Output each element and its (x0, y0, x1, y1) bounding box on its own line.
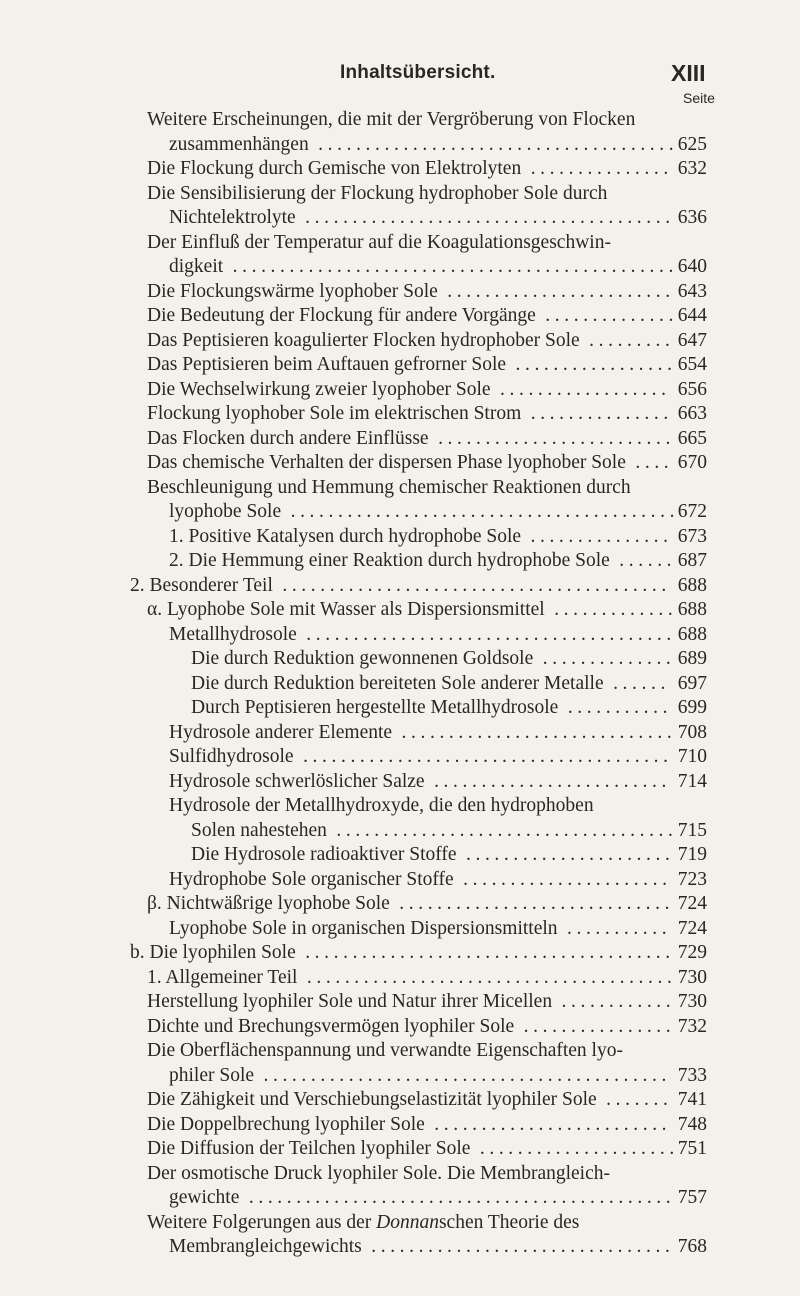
toc-line (0, 721, 800, 746)
toc-line (0, 990, 800, 1015)
toc-entry (0, 966, 800, 991)
toc-line (0, 1137, 800, 1162)
toc-entry-title: Solen nahestehen (191, 819, 327, 841)
toc-entry (0, 843, 800, 868)
toc-line (0, 917, 800, 942)
toc-page-number: 625 (677, 133, 707, 155)
toc-entry (0, 941, 800, 966)
toc-entry-title: Die durch Reduktion bereiteten Sole anderer Metalle (191, 672, 604, 694)
toc-line (0, 304, 800, 329)
toc-entry (0, 231, 800, 280)
toc-entry-title: Hydrosole anderer Elemente (169, 721, 393, 743)
toc-entry (0, 1039, 800, 1088)
toc-entry-title: Weitere Folgerungen aus der Donnanschen Theorie des (147, 1211, 580, 1233)
toc-line (0, 402, 800, 427)
toc-entry-title: Der osmotische Druck lyophiler Sole. Die Membrangleich- (147, 1162, 611, 1184)
toc-line (0, 427, 800, 452)
toc-line (0, 1113, 800, 1138)
toc-page-number: 729 (677, 942, 707, 963)
toc-page-number: 640 (677, 256, 707, 277)
toc-entry-title: Durch Peptisieren hergestellte Metallhydrosole (191, 697, 559, 718)
toc-leader-dots: .............. (533, 648, 676, 669)
toc-line (0, 525, 800, 550)
toc-page-number: 730 (677, 966, 707, 988)
toc-line (0, 280, 800, 305)
toc-entry-title: Hydrophobe Sole organischer Stoffe (169, 868, 454, 890)
toc-entry-title: Das Peptisieren koagulierter Flocken hydrophober Sole (147, 329, 580, 351)
toc-line (0, 1162, 800, 1187)
toc-leader-dots: ........... (557, 917, 672, 939)
toc-leader-dots: ....................................... (295, 207, 675, 228)
toc-leader-dots: ............... (521, 158, 673, 179)
toc-line (0, 329, 800, 354)
toc-entry (0, 892, 800, 917)
toc-entry (0, 868, 800, 893)
toc-line (0, 672, 800, 697)
seite-label: Seite (683, 90, 715, 106)
toc-leader-dots: ............................. (389, 893, 675, 914)
toc-leader-dots: ...................................... (308, 133, 679, 155)
toc-page-number: 741 (677, 1089, 707, 1110)
toc-entry (0, 1015, 800, 1040)
toc-entry-title: Sulfidhydrosole (169, 746, 294, 767)
toc-leader-dots: ......... (579, 329, 675, 351)
toc-line (0, 1064, 800, 1089)
toc-page-number: 768 (677, 1236, 707, 1257)
toc-entry (0, 647, 800, 672)
toc-page-number: 751 (677, 1138, 707, 1159)
toc-entry (0, 108, 800, 157)
toc-entry (0, 1211, 800, 1260)
toc-line (0, 966, 800, 991)
toc-entry (0, 1137, 800, 1162)
toc-entry-title: Flockung lyophober Sole im elektrischen Strom (147, 403, 522, 424)
toc-line (0, 206, 800, 231)
toc-page-number: 733 (677, 1064, 707, 1086)
toc-entry (0, 598, 800, 623)
toc-entry-title: Weitere Erscheinungen, die mit der Vergröberung von Flocken (147, 109, 636, 130)
toc-leader-dots: ............................................. (239, 1187, 676, 1208)
toc-entry (0, 476, 800, 525)
toc-leader-dots: ......................... (424, 770, 671, 792)
toc-page-number: 688 (677, 599, 707, 620)
toc-entry-title: Herstellung lyophiler Sole und Natur ihrer Micellen (147, 991, 553, 1012)
toc-page-number: 724 (677, 893, 707, 914)
toc-entry (0, 353, 800, 378)
toc-entry (0, 721, 800, 746)
toc-entry-title: Die Doppelbrechung lyophiler Sole (147, 1113, 425, 1135)
toc-leader-dots: ........................................... (254, 1064, 671, 1086)
toc-line (0, 1235, 800, 1260)
toc-leader-dots: ....................................... (295, 942, 675, 963)
toc-line (0, 549, 800, 574)
toc-entry-title: Die durch Reduktion gewonnenen Goldsole (191, 648, 534, 669)
toc-entry-title: Der Einfluß der Temperatur auf die Koagulationsgeschwin- (147, 231, 611, 253)
page-header (0, 62, 800, 102)
toc-entry (0, 549, 800, 574)
toc-leader-dots: ..................... (470, 1138, 679, 1159)
toc-entry (0, 745, 800, 770)
toc-leader-dots: ............... (521, 403, 673, 424)
toc-line (0, 696, 800, 721)
toc-entry-title: digkeit (169, 256, 224, 277)
toc-leader-dots: ......................................... (281, 501, 680, 522)
toc-page-number: 724 (677, 917, 707, 939)
toc-entry-title: β. Nichtwäßrige lyophobe Sole (147, 893, 390, 914)
toc-leader-dots: ......................... (428, 427, 675, 449)
toc-page-number: 697 (677, 672, 707, 694)
toc-line (0, 451, 800, 476)
toc-entry-title: Nichtelektrolyte (169, 207, 296, 228)
toc-page-number: 723 (677, 868, 707, 890)
toc-leader-dots: ................ (514, 1015, 676, 1037)
toc-entry-title: Das Flocken durch andere Einflüsse (147, 427, 429, 449)
toc-line (0, 157, 800, 182)
toc-page-number: 710 (677, 746, 707, 767)
toc-entry-title: Dichte und Brechungsvermögen lyophiler Sole (147, 1015, 515, 1037)
toc-line (0, 255, 800, 280)
toc-leader-dots: ............................. (392, 721, 677, 743)
toc-entry-title: 2. Besonderer Teil (130, 574, 273, 596)
toc-line (0, 794, 800, 819)
toc-leader-dots: .............. (535, 305, 678, 326)
toc-entry (0, 182, 800, 231)
toc-leader-dots: ............. (544, 599, 678, 620)
table-of-contents (0, 108, 800, 1260)
toc-leader-dots: ....................................... (293, 746, 673, 767)
toc-leader-dots: ....... (596, 1089, 673, 1110)
toc-entry-title: 1. Positive Katalysen durch hydrophobe Sole (169, 525, 522, 547)
toc-entry (0, 1113, 800, 1138)
toc-entry (0, 990, 800, 1015)
toc-entry (0, 794, 800, 843)
toc-entry-title: lyophobe Sole (169, 501, 282, 522)
toc-page-number: 647 (677, 329, 707, 351)
toc-leader-dots: ............ (552, 991, 676, 1012)
toc-leader-dots: ......................... (424, 1113, 672, 1135)
toc-entry (0, 917, 800, 942)
toc-entry-title: Membrangleichgewichts (169, 1236, 362, 1257)
toc-entry (0, 1088, 800, 1113)
toc-entry-title: α. Lyophobe Sole mit Wasser als Dispersionsmittel (147, 599, 545, 620)
toc-entry (0, 402, 800, 427)
toc-line (0, 819, 800, 844)
toc-entry-title: 2. Die Hemmung einer Reaktion durch hydrophobe Sole (169, 550, 610, 571)
toc-line (0, 745, 800, 770)
toc-entry-title: zusammenhängen (169, 133, 309, 155)
toc-line (0, 647, 800, 672)
toc-leader-dots: ...................... (456, 844, 675, 865)
toc-entry-title: Hydrosole der Metallhydroxyde, die den hydrophoben (169, 795, 594, 816)
toc-line (0, 500, 800, 525)
toc-page-number: 748 (677, 1113, 707, 1135)
toc-page-number: 732 (677, 1015, 707, 1037)
toc-line (0, 941, 800, 966)
toc-entry (0, 451, 800, 476)
page-number: XIII (671, 60, 706, 86)
toc-entry (0, 157, 800, 182)
toc-entry-title: Lyophobe Sole in organischen Dispersionsmitteln (169, 917, 558, 939)
toc-entry (0, 696, 800, 721)
toc-line (0, 574, 800, 599)
toc-leader-dots: ...................... (453, 868, 672, 890)
toc-page-number: 730 (677, 991, 707, 1012)
toc-page-number: 719 (677, 844, 707, 865)
toc-line (0, 1039, 800, 1064)
toc-entry-title: Hydrosole schwerlöslicher Salze (169, 770, 425, 792)
toc-entry-title: Die Bedeutung der Flockung für andere Vorgänge (147, 305, 536, 326)
toc-entry-title: Die Flockungswärme lyophober Sole (147, 280, 438, 302)
toc-line (0, 598, 800, 623)
toc-leader-dots: ...... (609, 550, 677, 571)
toc-leader-dots: .... (625, 452, 674, 473)
toc-leader-dots: ............... (521, 525, 673, 547)
toc-line (0, 476, 800, 501)
toc-entry-title: gewichte (169, 1187, 240, 1208)
toc-leader-dots: ...... (603, 672, 670, 694)
toc-line (0, 133, 800, 158)
toc-entry-title: Metallhydrosole (169, 623, 297, 645)
toc-entry-title: Beschleunigung und Hemmung chemischer Reaktionen durch (147, 476, 631, 498)
toc-line (0, 892, 800, 917)
toc-entry (0, 623, 800, 648)
toc-page-number: 688 (677, 574, 707, 596)
toc-page-number: 644 (677, 305, 707, 326)
toc-entry-title: 1. Allgemeiner Teil (147, 966, 298, 988)
toc-line (0, 182, 800, 207)
toc-page-number: 699 (677, 697, 707, 718)
toc-page-number: 708 (677, 721, 707, 743)
toc-line (0, 770, 800, 795)
toc-leader-dots: ......................................... (272, 574, 671, 596)
toc-entry-title: Die Sensibilisierung der Flockung hydrophober Sole durch (147, 182, 608, 204)
toc-page-number: 632 (677, 158, 707, 179)
toc-page-number: 643 (677, 280, 707, 302)
toc-entry-title: Die Hydrosole radioaktiver Stoffe (191, 844, 457, 865)
toc-entry (0, 574, 800, 599)
toc-entry-title: Die Flockung durch Gemische von Elektrolyten (147, 158, 522, 179)
toc-entry-title: Das chemische Verhalten der dispersen Phase lyophober Sole (147, 452, 626, 473)
toc-page-number: 688 (677, 623, 707, 645)
toc-page-number: 636 (677, 207, 707, 228)
toc-page-number: 715 (677, 819, 707, 841)
toc-line (0, 1015, 800, 1040)
toc-page-number: 656 (677, 378, 707, 400)
toc-entry (0, 304, 800, 329)
toc-entry-title: b. Die lyophilen Sole (130, 942, 296, 963)
toc-line (0, 843, 800, 868)
toc-page-number: 687 (677, 550, 707, 571)
toc-entry (0, 329, 800, 354)
toc-entry-title: Die Zähigkeit und Verschiebungselastizität lyophiler Sole (147, 1089, 597, 1110)
running-title: Inhaltsübersicht. (340, 62, 496, 83)
toc-line (0, 868, 800, 893)
toc-line (0, 1088, 800, 1113)
toc-entry (0, 378, 800, 403)
toc-entry (0, 427, 800, 452)
toc-line (0, 108, 800, 133)
toc-page-number: 757 (677, 1187, 707, 1208)
toc-entry (0, 672, 800, 697)
toc-page-number: 670 (677, 452, 707, 473)
toc-line (0, 378, 800, 403)
toc-leader-dots: ........................ (437, 280, 675, 302)
toc-entry (0, 280, 800, 305)
toc-line (0, 623, 800, 648)
toc-entry-title: Die Wechselwirkung zweier lyophober Sole (147, 378, 491, 400)
toc-leader-dots: ................................ (361, 1236, 675, 1257)
toc-page-number: 672 (677, 501, 707, 522)
toc-line (0, 1211, 800, 1236)
toc-entry (0, 770, 800, 795)
toc-entry (0, 525, 800, 550)
toc-leader-dots: ............................................... (223, 256, 678, 277)
toc-line (0, 1186, 800, 1211)
toc-line (0, 231, 800, 256)
toc-entry-title: Das Peptisieren beim Auftauen gefrorner Sole (147, 354, 507, 375)
toc-entry-title: Die Diffusion der Teilchen lyophiler Sole (147, 1138, 471, 1159)
toc-leader-dots: .................................... (326, 819, 678, 841)
toc-page-number: 689 (677, 648, 707, 669)
toc-page-number: 663 (677, 403, 707, 424)
toc-entry-title: Die Oberflächenspannung und verwandte Eigenschaften lyo- (147, 1040, 623, 1061)
toc-leader-dots: ................. (506, 354, 677, 375)
toc-leader-dots: ........... (558, 697, 673, 718)
toc-entry-title: philer Sole (169, 1064, 255, 1086)
toc-page-number: 714 (677, 770, 707, 792)
toc-page-number: 665 (677, 427, 707, 449)
toc-line (0, 353, 800, 378)
toc-page-number: 673 (677, 525, 707, 547)
toc-entry (0, 1162, 800, 1211)
toc-leader-dots: ....................................... (296, 623, 676, 645)
toc-page-number: 654 (677, 354, 707, 375)
toc-leader-dots: ....................................... (297, 966, 677, 988)
toc-leader-dots: .................. (490, 378, 671, 400)
